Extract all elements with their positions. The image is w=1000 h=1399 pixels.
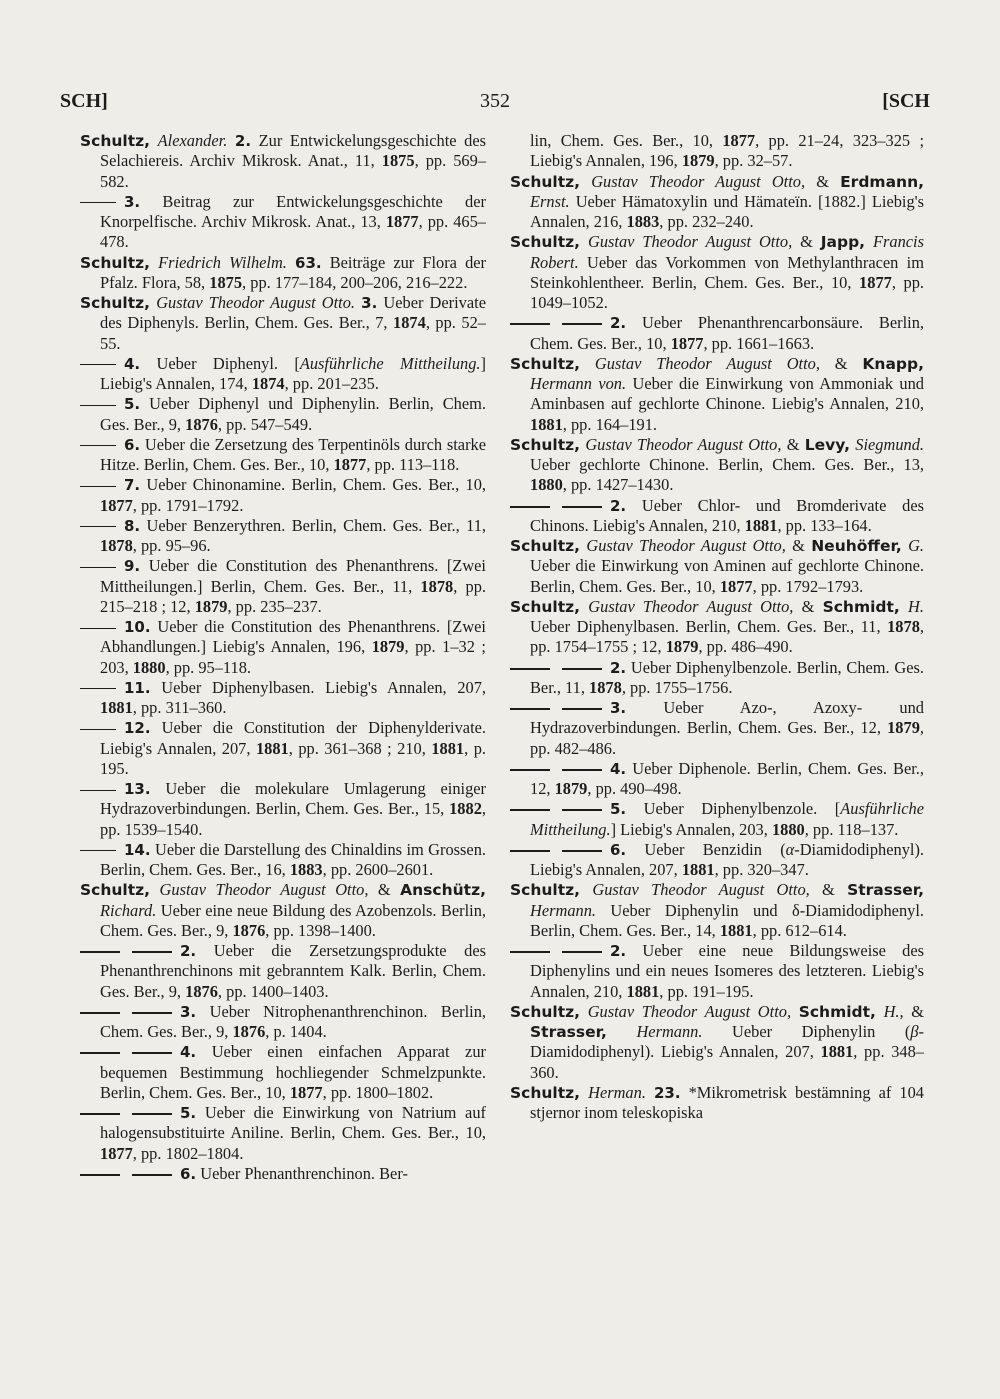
- entry-text: Ueber Benzidin (: [626, 839, 786, 859]
- right-column: [510, 131, 924, 1123]
- entry-text: Ueber die Einwirkung von Aminen auf gechlorte Chinone. Berlin, Chem. Ges. Ber., 10,: [530, 556, 924, 596]
- year: 1877: [859, 272, 892, 292]
- given-name: Gustav Theodor August Otto,: [591, 171, 806, 191]
- year: 1877: [719, 576, 753, 596]
- entry-text: Ueber Diphenylbenzole. Berlin, Chem. Ges. Ber., 11,: [530, 657, 924, 697]
- entry-text: *Mikrometrisk bestämning af 104 stjernor inom teleskopiska: [530, 1082, 924, 1122]
- sub-entry: [510, 496, 924, 537]
- entry: [510, 172, 924, 233]
- sub-entry: [80, 475, 486, 516]
- entry-text: , pp. 1–32 ; 203,: [100, 637, 486, 677]
- sub-entry: [510, 759, 924, 800]
- entry-number: 9.: [124, 557, 141, 576]
- entry-number: 23.: [653, 1083, 681, 1102]
- sub-entry: [80, 617, 486, 678]
- year: 1876: [232, 1022, 266, 1041]
- entry: [80, 131, 486, 192]
- entry-text: Ueber Phenanthrenchinon. Ber-: [196, 1163, 408, 1183]
- ditto-dash: [80, 202, 116, 203]
- year: 1880: [771, 819, 805, 839]
- entry-number: 5.: [180, 1104, 197, 1122]
- year: 1882: [449, 799, 482, 819]
- sub-entry: [80, 192, 486, 253]
- left-column: [80, 131, 486, 1184]
- ditto-dash: [80, 567, 116, 568]
- entry-number: 4.: [180, 1043, 197, 1062]
- entry: [510, 597, 924, 658]
- entry-text: , pp. 232–240.: [659, 212, 754, 231]
- ditto-dash: [80, 405, 116, 406]
- ampersand: &: [809, 880, 848, 900]
- author-name: Schultz,: [510, 881, 581, 900]
- page-header: [60, 90, 930, 120]
- coauthor-given-name: Ernst.: [530, 191, 570, 211]
- entry-text: , p. 195.: [100, 738, 486, 778]
- entry-text: , pp. 1791–1792.: [132, 495, 244, 515]
- sub-entry: [80, 840, 486, 881]
- italic-note: Ausführliche Mittheilung.: [299, 353, 481, 373]
- year: 1874: [251, 374, 285, 393]
- ditto-dash: [510, 951, 602, 953]
- entry: [510, 232, 924, 313]
- entry-text: Ueber die Zersetzungsprodukte des Phenanthrenchinons mit gebranntem Kalk. Berlin, Chem. Ges. Ber., 9,: [100, 941, 486, 1001]
- entry-text: , pp. 191–195.: [659, 981, 754, 1001]
- entry-number: 8.: [124, 516, 141, 535]
- year: 1876: [185, 414, 218, 434]
- entry-number: 3.: [361, 294, 378, 312]
- ditto-dash: [80, 445, 116, 446]
- sub-entry: [510, 840, 924, 881]
- author-name: Schultz,: [510, 1002, 581, 1021]
- page-number: 352: [480, 90, 510, 112]
- ditto-dash: [510, 668, 602, 670]
- ditto-dash: [510, 323, 602, 325]
- entry-text: , pp. 1800–1802.: [322, 1082, 434, 1102]
- year: 1880: [530, 475, 563, 495]
- entry-text: Ueber die Constitution der Diphenylderivate. Liebig's Annalen, 207,: [100, 718, 486, 758]
- year: 1877: [333, 455, 367, 474]
- entry-text: , pp. 118–137.: [804, 819, 899, 839]
- sub-entry: [510, 799, 924, 840]
- entry-text: , pp. 2600–2601.: [322, 860, 434, 879]
- entry-text: , pp. 95–118.: [165, 657, 252, 677]
- sub-entry: [510, 941, 924, 1002]
- entry-number: 7.: [124, 476, 141, 495]
- year: 1881: [744, 515, 778, 535]
- coauthor-given-name: Hermann.: [530, 900, 597, 920]
- ditto-dash: [80, 688, 116, 689]
- year: 1881: [820, 1042, 854, 1062]
- sub-entry: [80, 941, 486, 1002]
- entry-text: , pp. 361–368 ; 210,: [288, 738, 432, 758]
- coauthor-given-name: Francis Robert.: [530, 232, 924, 272]
- entry-number: 2.: [610, 658, 627, 677]
- entry-text: lin, Chem. Ges. Ber., 10,: [530, 131, 723, 150]
- entry-text: Zur Entwickelungsgeschichte des Selachiereis. Archiv Mikrosk. Anat., 11,: [100, 131, 486, 171]
- ditto-dash: [80, 1012, 172, 1014]
- ditto-dash: [510, 506, 602, 508]
- entry: [80, 880, 486, 941]
- entry-text: , pp. 1398–1400.: [265, 920, 376, 940]
- entry-number: 6.: [180, 1164, 197, 1183]
- coauthor-given-name: H.,: [883, 1001, 904, 1021]
- year: 1881: [626, 981, 660, 1001]
- coauthor-name: Japp,: [820, 233, 866, 252]
- year: 1880: [132, 657, 166, 677]
- ditto-dash: [80, 790, 116, 791]
- given-name: Alexander.: [157, 131, 228, 150]
- ditto-dash: [80, 628, 116, 629]
- year: 1883: [626, 212, 660, 231]
- sub-entry: [80, 1042, 486, 1103]
- entry-text: , pp. 348–360.: [530, 1042, 924, 1082]
- entry-text: Ueber die Zersetzung des Terpentinöls durch starke Hitze. Berlin, Chem. Ges. Ber., 10,: [100, 434, 486, 474]
- entry-number: 3.: [180, 1002, 197, 1021]
- italic-note: Ausführliche Mittheilung.: [530, 799, 924, 839]
- author-name: Schultz,: [510, 1083, 581, 1102]
- year: 1879: [554, 779, 588, 798]
- entry-text: , pp. 490–498.: [587, 779, 682, 798]
- entry-text: , pp. 465–478.: [100, 212, 486, 252]
- entry-text: Ueber Diphenylin und δ-Diamidodiphenyl. Berlin, Chem. Ges. Ber., 14,: [530, 900, 924, 940]
- entry: [510, 536, 924, 597]
- ditto-dash: [510, 850, 602, 852]
- entry-number: 4.: [610, 759, 627, 778]
- author-name: Schultz,: [510, 172, 581, 191]
- coauthor-name: Strasser,: [847, 881, 924, 900]
- entry-text: Beiträge zur Flora der Pfalz. Flora, 58,: [100, 252, 486, 292]
- ditto-dash: [80, 850, 116, 851]
- entry-text: Ueber das Vorkommen von Methylanthracen im Steinkohlentheer. Berlin, Chem. Ges. Ber., 10,: [530, 252, 924, 292]
- year: 1881: [431, 738, 465, 758]
- sub-entry: [80, 354, 486, 395]
- entry-number: 10.: [124, 618, 151, 636]
- author-name: Schultz,: [510, 233, 581, 252]
- entry-text: ] Liebig's Annalen, 203,: [610, 819, 772, 839]
- entry-text: , pp. 311–360.: [132, 698, 227, 717]
- entry-text: Ueber Derivate des Diphenyls. Berlin, Chem. Ges. Ber., 7,: [100, 293, 486, 333]
- entry-text: , pp. 612–614.: [752, 920, 847, 940]
- sub-entry: [80, 556, 486, 617]
- entry-number: 63.: [295, 253, 322, 272]
- year: 1878: [887, 617, 920, 636]
- ampersand: &: [805, 171, 841, 191]
- coauthor-name: Schmidt,: [822, 597, 900, 616]
- entry-text: Ueber Diphenylbenzole. [: [626, 799, 841, 819]
- author-name: Schultz,: [80, 294, 151, 312]
- sub-entry: [80, 1164, 486, 1184]
- entry-text: , pp. 482–486.: [530, 718, 924, 758]
- entry-text: , pp. 95–96.: [132, 536, 211, 555]
- coauthor-name: Anschütz,: [400, 881, 486, 900]
- entry-text: , pp. 1661–1663.: [703, 333, 815, 353]
- ditto-dash: [80, 1174, 172, 1176]
- entry-number: 3.: [610, 699, 627, 717]
- year: 1879: [681, 151, 715, 171]
- coauthor-name: Erdmann,: [840, 172, 924, 191]
- entry-number: 2.: [610, 314, 627, 333]
- entry: [80, 253, 486, 294]
- given-name: Gustav Theodor August Otto,: [587, 1001, 792, 1021]
- ampersand: &: [903, 1001, 925, 1021]
- year: 1876: [185, 981, 218, 1001]
- entry-number: 13.: [124, 780, 151, 798]
- entry-text: Ueber eine neue Bildung des Azobenzols. Berlin, Chem. Ges. Ber., 9,: [100, 900, 486, 940]
- entry-text: , pp. 164–191.: [562, 414, 658, 434]
- year: 1874: [393, 313, 426, 333]
- year: 1879: [665, 637, 699, 657]
- year: 1877: [289, 1082, 323, 1102]
- entry-text: , pp. 113–118.: [366, 455, 460, 474]
- author-name: Schultz,: [80, 881, 151, 900]
- entry-text: , pp. 21–24, 323–325 ; Liebig's Annalen, 196,: [530, 131, 924, 171]
- ditto-dash: [510, 769, 602, 771]
- entry: [510, 435, 924, 496]
- year: 1876: [232, 920, 266, 940]
- entry-text: Ueber Diphenylbasen. Berlin, Chem. Ges. Ber., 11,: [530, 617, 888, 636]
- year: 1878: [420, 576, 454, 596]
- entry-text: ] Liebig's Annalen, 174,: [100, 353, 486, 393]
- entry-number: 2.: [180, 942, 197, 960]
- author-name: Schultz,: [510, 435, 581, 454]
- sub-entry: [80, 718, 486, 779]
- year: 1881: [255, 738, 289, 758]
- header-left-range: SCH]: [60, 90, 108, 112]
- author-name: Schultz,: [80, 253, 151, 272]
- given-name: Gustav Theodor August Otto,: [587, 232, 793, 252]
- entry-number: 6.: [610, 840, 627, 859]
- entry-text: , pp. 52–55.: [100, 313, 486, 353]
- given-name: Gustav Theodor August Otto,: [594, 353, 820, 373]
- entry: [510, 880, 924, 941]
- year: 1879: [371, 637, 405, 657]
- entry-number: 2.: [234, 132, 252, 150]
- coauthor-name: Neuhöffer,: [811, 537, 902, 555]
- year: 1879: [194, 596, 228, 616]
- entry-text: Ueber Phenanthrencarbonsäure. Berlin, Chem. Ges. Ber., 10,: [530, 313, 924, 353]
- entry-text: , pp. 1802–1804.: [132, 1143, 244, 1163]
- coauthor-given-name: G.: [908, 536, 924, 555]
- ampersand: &: [781, 434, 805, 454]
- given-name: Herman.: [588, 1082, 646, 1102]
- ampersand: &: [793, 596, 823, 616]
- entry-text: , pp. 1754–1755 ; 12,: [530, 617, 924, 657]
- ditto-dash: [80, 729, 116, 730]
- sub-entry: [80, 779, 486, 840]
- coauthor-name: Levy,: [804, 435, 851, 454]
- entry-text: Ueber einen einfachen Apparat zur bequemen Bestimmung hochliegender Schmelzpunkte. Berlin, Chem. Ges. Ber., 10,: [100, 1042, 486, 1102]
- entry-number: 2.: [610, 942, 627, 960]
- sub-entry: [80, 1002, 486, 1043]
- year: 1877: [100, 1143, 133, 1163]
- given-name: Gustav Theodor August Otto,: [159, 880, 369, 900]
- entry-text: , pp. 1049–1052.: [530, 272, 924, 312]
- given-name: Gustav Theodor August Otto,: [592, 880, 810, 900]
- year: 1877: [670, 333, 704, 353]
- year: 1878: [589, 677, 622, 697]
- year: 1875: [209, 272, 243, 292]
- entry-text: Ueber Diphenyl und Diphenylin. Berlin, Chem. Ges. Ber., 9,: [100, 394, 486, 434]
- entry-text: , pp. 215–218 ; 12,: [100, 576, 486, 616]
- entry-text: Ueber Benzerythren. Berlin, Chem. Ges. Ber., 11,: [140, 515, 486, 535]
- author-name: Schultz,: [80, 132, 151, 150]
- entry-number: 2.: [610, 496, 627, 515]
- entry-number: 3.: [124, 192, 141, 211]
- coauthor-name: Schmidt,: [798, 1002, 876, 1021]
- entry-text: , pp. 133–164.: [777, 515, 872, 535]
- entry-text: , pp. 1427–1430.: [562, 475, 674, 495]
- author-name: Schultz,: [510, 354, 581, 373]
- ditto-dash: [80, 951, 172, 953]
- entry-text: Ueber die Darstellung des Chinaldins im Grossen. Berlin, Chem. Ges. Ber., 16,: [100, 839, 486, 879]
- sub-entry: [80, 516, 486, 557]
- entry-number: 4.: [124, 354, 141, 373]
- sub-entry: [510, 698, 924, 759]
- entry-number: 12.: [124, 719, 151, 738]
- entry: [510, 354, 924, 435]
- sub-entry: [80, 678, 486, 719]
- entry-text: -Diamidodiphenyl). Liebig's Annalen, 207,: [530, 839, 924, 879]
- entry-text: -Diamidodiphenyl). Liebig's Annalen, 207,: [530, 1022, 924, 1062]
- entry: [80, 293, 486, 354]
- entry-text: Ueber die Constitution des Phenanthrens. [Zwei Abhandlungen.] Liebig's Annalen, 196,: [100, 617, 486, 657]
- entry-text: , pp. 320–347.: [714, 860, 809, 879]
- year: 1881: [530, 414, 563, 434]
- coauthor-given-name: Hermann von.: [530, 374, 627, 393]
- entry-text: Ueber die molekulare Umlagerung einiger Hydrazoverbindungen. Berlin, Chem. Ges. Ber., 15,: [100, 779, 486, 819]
- coauthor-given-name: H.: [908, 596, 924, 616]
- entry-text: Ueber Chinonamine. Berlin, Chem. Ges. Ber., 10,: [140, 475, 486, 495]
- sub-entry: [510, 658, 924, 699]
- entry-text: , pp. 569–582.: [100, 151, 487, 191]
- entry-number: 6.: [124, 435, 141, 454]
- entry-text: Ueber gechlorte Chinone. Berlin, Chem. Ges. Ber., 13,: [530, 455, 924, 474]
- entry-text: Ueber die Einwirkung von Ammoniak und Aminbasen auf gechlorte Chinone. Liebig's Annalen, 210,: [530, 374, 925, 414]
- year: 1877: [385, 212, 419, 231]
- author-name: Schultz,: [510, 597, 581, 616]
- ditto-dash: [510, 708, 602, 710]
- entry-text: Ueber Diphenylin (: [702, 1022, 911, 1041]
- entry-text: Ueber Azo-, Azoxy- und Hydrazoverbindungen. Berlin, Chem. Ges. Ber., 12,: [530, 698, 924, 738]
- ditto-dash: [80, 486, 116, 487]
- entry-text: , pp. 547–549.: [217, 414, 313, 434]
- entry-number: 5.: [124, 395, 141, 414]
- ampersand: &: [368, 880, 401, 900]
- entry-text: , pp. 486–490.: [698, 637, 793, 657]
- year: 1881: [100, 698, 133, 717]
- entry-text: Ueber die Constitution des Phenanthrens. [Zwei Mittheilungen.] Berlin, Chem. Ges. Ber., 11,: [100, 556, 486, 596]
- year: 1881: [681, 860, 715, 879]
- entry-text: , pp. 1400–1403.: [217, 981, 329, 1001]
- entry-text: Ueber Chlor- und Bromderivate des Chinons. Liebig's Annalen, 210,: [530, 495, 924, 535]
- ampersand: &: [819, 353, 863, 373]
- author-name: Schultz,: [510, 537, 581, 555]
- ditto-dash: [80, 526, 116, 527]
- year: 1875: [381, 151, 415, 171]
- entry-text: Ueber Diphenyl. [: [140, 353, 300, 373]
- greek-letter: β: [910, 1022, 919, 1041]
- entry-text: Ueber Diphenole. Berlin, Chem. Ges. Ber., 12,: [530, 758, 924, 798]
- ampersand: &: [785, 536, 812, 555]
- ditto-dash: [80, 1113, 172, 1115]
- year: 1883: [289, 860, 323, 879]
- ditto-dash: [80, 364, 116, 365]
- sub-entry: [80, 394, 486, 435]
- sub-entry: [80, 1103, 486, 1164]
- greek-letter: α: [785, 839, 795, 859]
- coauthor-name: Knapp,: [862, 354, 924, 373]
- entry-text: Ueber Nitrophenanthrenchinon. Berlin, Chem. Ges. Ber., 9,: [100, 1001, 486, 1041]
- coauthor-given-name: Richard.: [100, 900, 157, 920]
- entry-text: , pp. 201–235.: [284, 374, 379, 393]
- entry-text: , pp. 1792–1793.: [752, 576, 864, 596]
- entry-text: , pp. 32–57.: [714, 151, 793, 171]
- year: 1881: [719, 920, 753, 940]
- header-right-range: [SCH: [882, 90, 930, 112]
- year: 1879: [887, 718, 920, 738]
- coauthor-name: Strasser,: [530, 1023, 607, 1041]
- entry-text: , pp. 1755–1756.: [621, 677, 733, 697]
- given-name: Gustav Theodor August Otto,: [585, 434, 782, 454]
- entry-text: Beitrag zur Entwickelungsgeschichte der Knorpelfische. Archiv Mikrosk. Anat., 13,: [100, 191, 486, 231]
- given-name: Gustav Theodor August Otto.: [156, 293, 356, 312]
- year: 1877: [722, 131, 756, 150]
- entry-number: 11.: [124, 678, 151, 697]
- year: 1877: [100, 495, 133, 515]
- entry: [510, 1002, 924, 1083]
- given-name: Friedrich Wilhelm.: [158, 252, 287, 272]
- coauthor-given-name: Siegmund.: [855, 434, 925, 454]
- sub-entry: [80, 435, 486, 476]
- entry-text: Ueber Hämatoxylin und Hämateïn. [1882.] Liebig's Annalen, 216,: [530, 191, 924, 231]
- entry-text: , pp. 177–184, 200–206, 216–222.: [242, 272, 468, 292]
- continued-entry: [510, 131, 924, 172]
- entry-text: , pp. 1539–1540.: [100, 799, 486, 839]
- entry-text: , pp. 235–237.: [227, 596, 322, 616]
- entry-number: 5.: [610, 800, 627, 819]
- entry-text: Ueber eine neue Bildungsweise des Diphenylins und ein neues Isomeres des letzteren. Liebig's Annalen, 210,: [530, 941, 924, 1001]
- entry-text: Ueber die Einwirkung von Natrium auf halogensubstituirte Aniline. Berlin, Chem. Ges. Ber., 10,: [100, 1103, 486, 1143]
- ditto-dash: [80, 1052, 172, 1054]
- coauthor-given-name: Hermann.: [636, 1022, 703, 1041]
- entry-number: 14.: [124, 840, 151, 859]
- given-name: Gustav Theodor August Otto,: [588, 596, 794, 616]
- entry-text: , p. 1404.: [265, 1022, 327, 1041]
- year: 1878: [100, 536, 133, 555]
- entry: [510, 1083, 924, 1124]
- entry-text: Ueber Diphenylbasen. Liebig's Annalen, 207,: [150, 677, 486, 697]
- sub-entry: [510, 313, 924, 354]
- ditto-dash: [510, 809, 602, 811]
- ampersand: &: [792, 232, 821, 252]
- given-name: Gustav Theodor August Otto,: [586, 536, 786, 555]
